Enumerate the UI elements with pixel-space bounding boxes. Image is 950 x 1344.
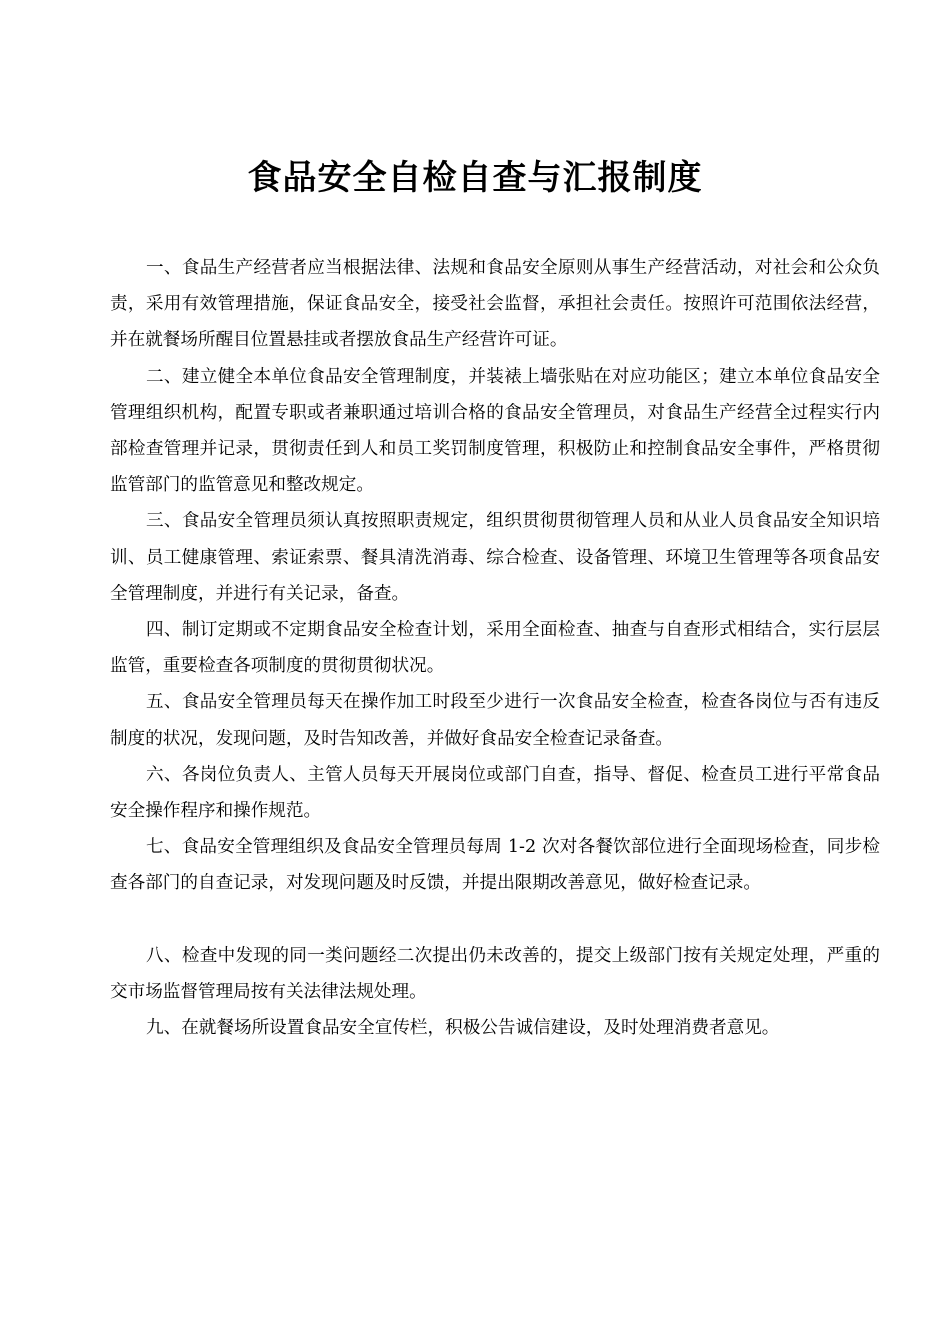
paragraph-7: 七、食品安全管理组织及食品安全管理员每周 1-2 次对各餐饮部位进行全面现场检查，同步检查各部门的自查记录，对发现问题及时反馈，并提出限期改善意见，做好检查记录。	[110, 837, 880, 894]
paragraph-8: 八、检查中发现的同一类问题经二次提出仍未改善的，提交上级部门按有关规定处理，严重的交市场监督管理局按有关法律法规处理。	[110, 945, 880, 1002]
paragraph-5: 五、食品安全管理员每天在操作加工时段至少进行一次食品安全检查，检查各岗位与否有违反制度的状况，发现问题，及时告知改善，并做好食品安全检查记录备查。	[110, 692, 880, 749]
document-title: 食品安全自检自查与汇报制度	[247, 158, 703, 198]
paragraph-4: 四、制订定期或不定期食品安全检查计划，采用全面检查、抽查与自查形式相结合，实行层层监管，重要检查各项制度的贯彻贯彻状况。	[110, 620, 880, 677]
document-body	[110, 250, 880, 1046]
paragraph-9: 九、在就餐场所设置食品安全宣传栏，积极公告诚信建设，及时处理消费者意见。	[146, 1018, 780, 1039]
paragraph-1: 一、食品生产经营者应当根据法律、法规和食品安全原则从事生产经营活动，对社会和公众负责，采用有效管理措施，保证食品安全，接受社会监督，承担社会责任。按照许可范围依法经营，并在就餐场所醒目位置悬挂或者摆放食品生产经营许可证。	[110, 258, 880, 351]
paragraph-2: 二、建立健全本单位食品安全管理制度，并装裱上墙张贴在对应功能区；建立本单位食品安全管理组织机构，配置专职或者兼职通过培训合格的食品安全管理员，对食品生产经营全过程实行内部检查管理并记录，贯彻责任到人和员工奖罚制度管理，积极防止和控制食品安全事件，严格贯彻监管部门的监管意见和整改规定。	[110, 366, 880, 496]
paragraph-6: 六、各岗位负责人、主管人员每天开展岗位或部门自查，指导、督促、检查员工进行平常食品安全操作程序和操作规范。	[110, 764, 880, 822]
paragraph-3: 三、食品安全管理员须认真按照职责规定，组织贯彻贯彻管理人员和从业人员食品安全知识培训、员工健康管理、索证索票、餐具清洗消毒、综合检查、设备管理、环境卫生管理等各项食品安全管理制度，并进行有关记录，备查。	[110, 511, 880, 604]
